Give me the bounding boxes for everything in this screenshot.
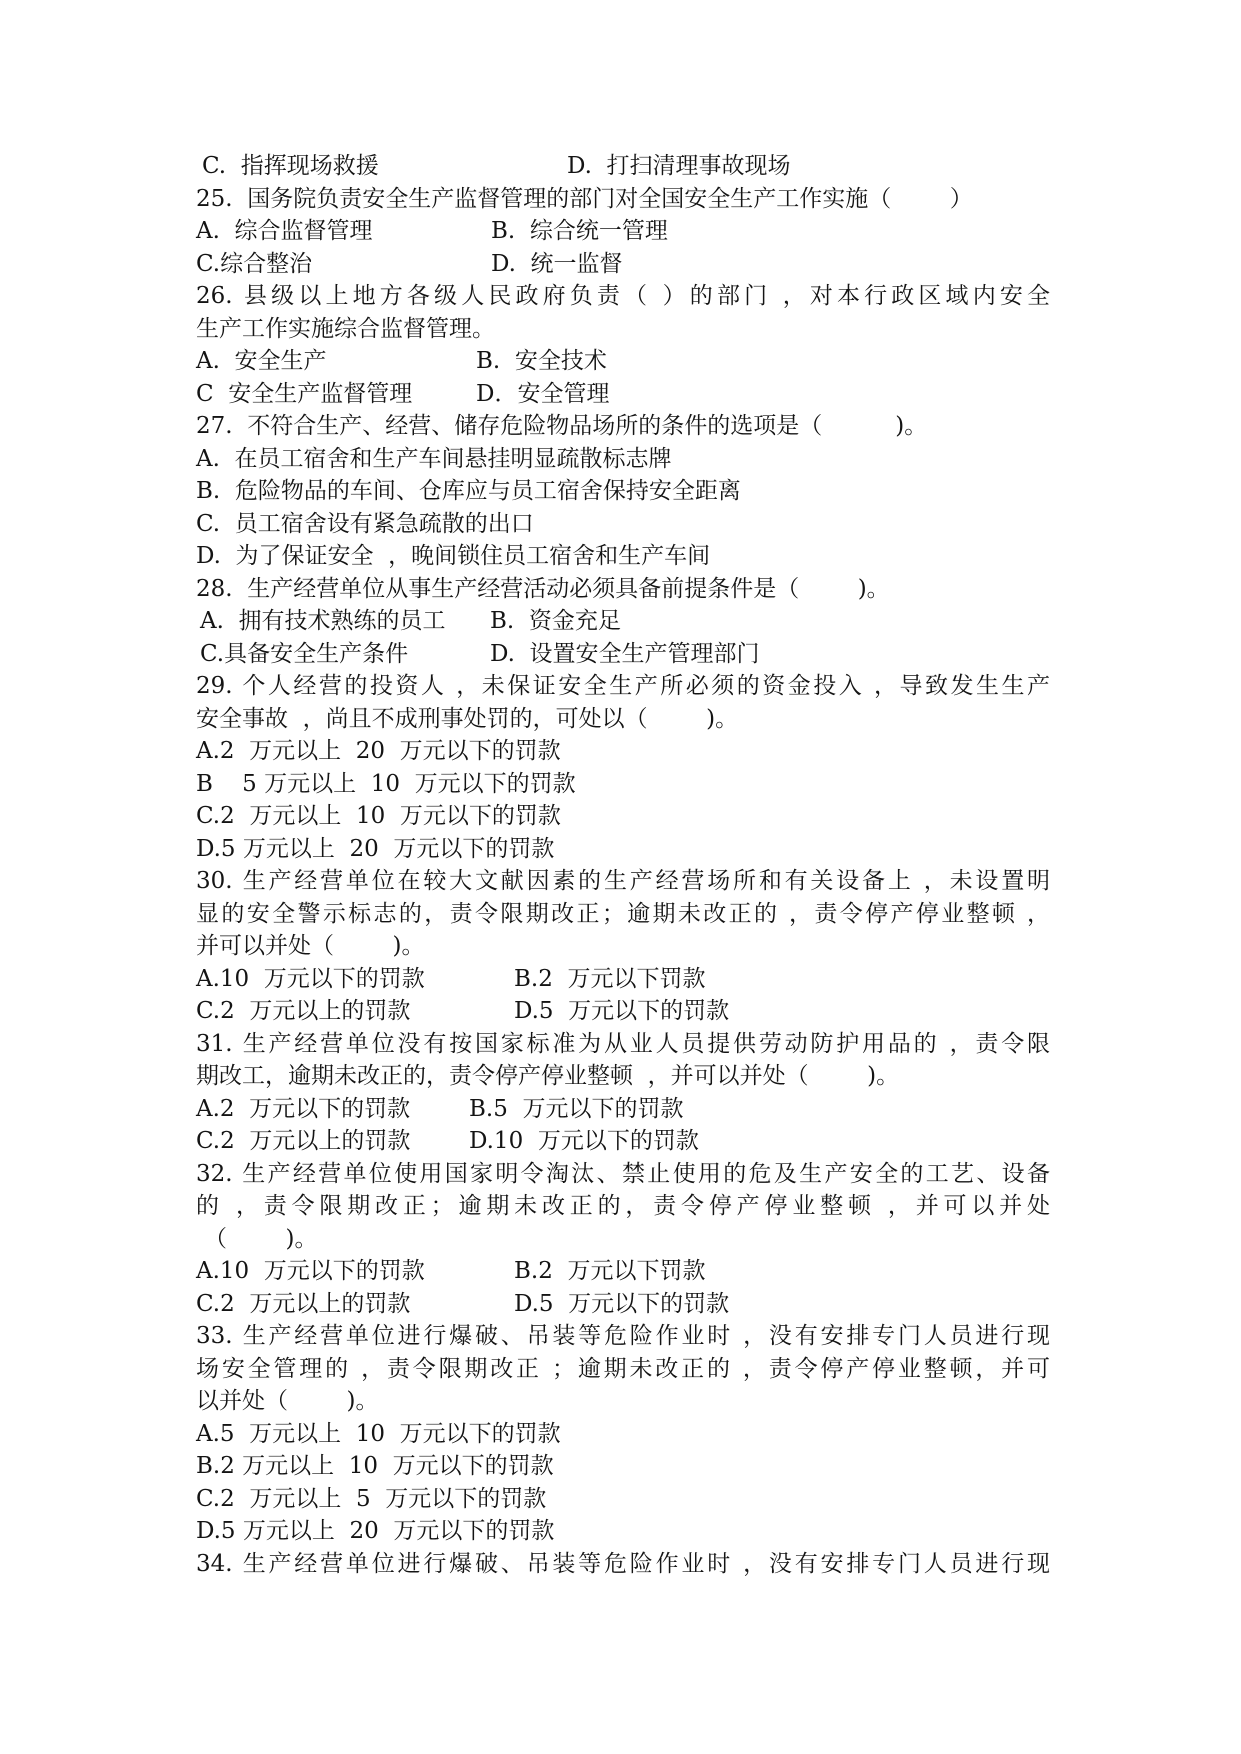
text-line: 安全事故 ，尚且不成刑事处罚的，可处以（ )。: [196, 705, 739, 732]
text-line: 显的安全警示标志的，责令限期改正；逾期未改正的 ，责令停产停业整顿 ，: [196, 900, 1050, 927]
text-line: 25. 国务院负责安全生产监督管理的部门对全国安全生产工作实施（ ）: [196, 185, 973, 212]
option-row: [196, 638, 1050, 671]
text-line: 生产工作实施综合监督管理。: [196, 315, 495, 342]
option-row: [196, 963, 1050, 996]
option-text: B. 资金充足: [490, 608, 621, 634]
option-text: B. 安全技术: [476, 348, 607, 374]
text-line: 26. 县级以上地方各级人民政府负责（ ）的部门 ，对本行政区域内安全: [196, 283, 1050, 309]
text-line: 32. 生产经营单位使用国家明令淘汰、禁止使用的危及生产安全的工艺、设备: [196, 1160, 1050, 1187]
text-line: 33. 生产经营单位进行爆破、吊装等危险作业时 ，没有安排专门人员进行现: [196, 1323, 1050, 1349]
option-row: [196, 1093, 1050, 1126]
option-text: D．安全管理: [476, 380, 610, 407]
text-line: 31. 生产经营单位没有按国家标准为从业人员提供劳动防护用品的 ，责令限: [196, 1030, 1050, 1057]
option-text: A.10 万元以下的罚款: [196, 965, 425, 992]
text-line: （ )。: [204, 1225, 318, 1252]
option-text: D.5 万元以下的罚款: [514, 1290, 730, 1317]
text-line: D.5 万元以上 20 万元以下的罚款: [196, 835, 555, 862]
text-line: B.2 万元以上 10 万元以下的罚款: [196, 1453, 554, 1479]
text-line: C.2 万元以上 5 万元以下的罚款: [196, 1485, 547, 1512]
text-line: B 5 万元以上 10 万元以下的罚款: [196, 770, 576, 797]
option-text: A.2 万元以下的罚款: [196, 1095, 411, 1122]
text-line: 以并处（ )。: [196, 1388, 379, 1414]
option-text: D. 打扫清理事故现场: [567, 153, 791, 179]
option-row: [196, 215, 1050, 248]
option-text: B. 综合统一管理: [491, 218, 668, 244]
text-line: 29. 个人经营的投资人 ，未保证安全生产所必须的资金投入 ，导致发生生产: [196, 673, 1050, 699]
text-line: 34. 生产经营单位进行爆破、吊装等危险作业时 ，没有安排专门人员进行现: [196, 1550, 1050, 1577]
text-line: 期改工，逾期未改正的，责令停产停业整顿 ，并可以并处（ )。: [196, 1063, 900, 1089]
text-line: C.2 万元以上 10 万元以下的罚款: [196, 803, 561, 829]
option-row: [196, 1288, 1050, 1321]
option-text: A.10 万元以下的罚款: [196, 1258, 425, 1284]
text-line: B. 危险物品的车间、仓库应与员工宿舍保持安全距离: [196, 478, 741, 504]
option-row: [196, 995, 1050, 1028]
text-line: 27. 不符合生产、经营、储存危险物品场所的条件的选项是（ )。: [196, 413, 928, 439]
text-line: 场安全管理的 ，责令限期改正 ；逾期未改正的 ，责令停产停业整顿，并可: [196, 1355, 1050, 1382]
option-row: [196, 150, 1050, 183]
option-text: D.10 万元以下的罚款: [469, 1128, 699, 1154]
option-text: D. 统一监督: [491, 250, 623, 277]
option-row: [196, 248, 1050, 281]
option-text: A. 拥有技术熟练的员工: [200, 608, 446, 634]
text-line: C. 员工宿舍设有紧急疏散的出口: [196, 510, 534, 537]
text-line: A. 在员工宿舍和生产车间悬挂明显疏散标志牌: [196, 445, 672, 472]
text-line: A.2 万元以上 20 万元以下的罚款: [196, 738, 561, 764]
option-text: D. 设置安全生产管理部门: [490, 640, 760, 667]
text-line: 的 ，责令限期改正；逾期未改正的，责令停产停业整顿 ，并可以并处: [196, 1193, 1050, 1219]
text-line: 30. 生产经营单位在较大文献因素的生产经营场所和有关设备上 ，未设置明: [196, 868, 1050, 894]
text-line: A.5 万元以上 10 万元以下的罚款: [196, 1420, 561, 1447]
option-row: [196, 345, 1050, 378]
option-text: C.2 万元以上的罚款: [196, 998, 411, 1024]
option-text: C.2 万元以上的罚款: [196, 1290, 411, 1317]
text-line: 28. 生产经营单位从事生产经营活动必须具备前提条件是（ )。: [196, 575, 890, 602]
option-row: [196, 1125, 1050, 1158]
text-line: D. 为了保证安全 ，晚间锁住员工宿舍和生产车间: [196, 543, 711, 569]
option-text: A. 安全生产: [196, 348, 327, 374]
text-line: D.5 万元以上 20 万元以下的罚款: [196, 1518, 555, 1544]
option-text: C.具备安全生产条件: [200, 640, 409, 667]
option-text: B.5 万元以下的罚款: [469, 1095, 684, 1122]
option-row: [196, 1255, 1050, 1288]
option-text: B.2 万元以下罚款: [514, 965, 706, 992]
option-text: B.2 万元以下罚款: [514, 1258, 706, 1284]
option-text: C.综合整治: [196, 250, 313, 277]
option-text: C. 指挥现场救援: [202, 153, 379, 179]
option-text: D.5 万元以下的罚款: [514, 998, 730, 1024]
text-line: 并可以并处（ )。: [196, 933, 425, 959]
document-page: [196, 150, 1050, 1580]
option-row: [196, 605, 1050, 638]
option-text: C.2 万元以上的罚款: [196, 1128, 411, 1154]
option-text: A. 综合监督管理: [196, 218, 373, 244]
option-row: [196, 378, 1050, 411]
option-text: C 安全生产监督管理: [196, 380, 413, 407]
